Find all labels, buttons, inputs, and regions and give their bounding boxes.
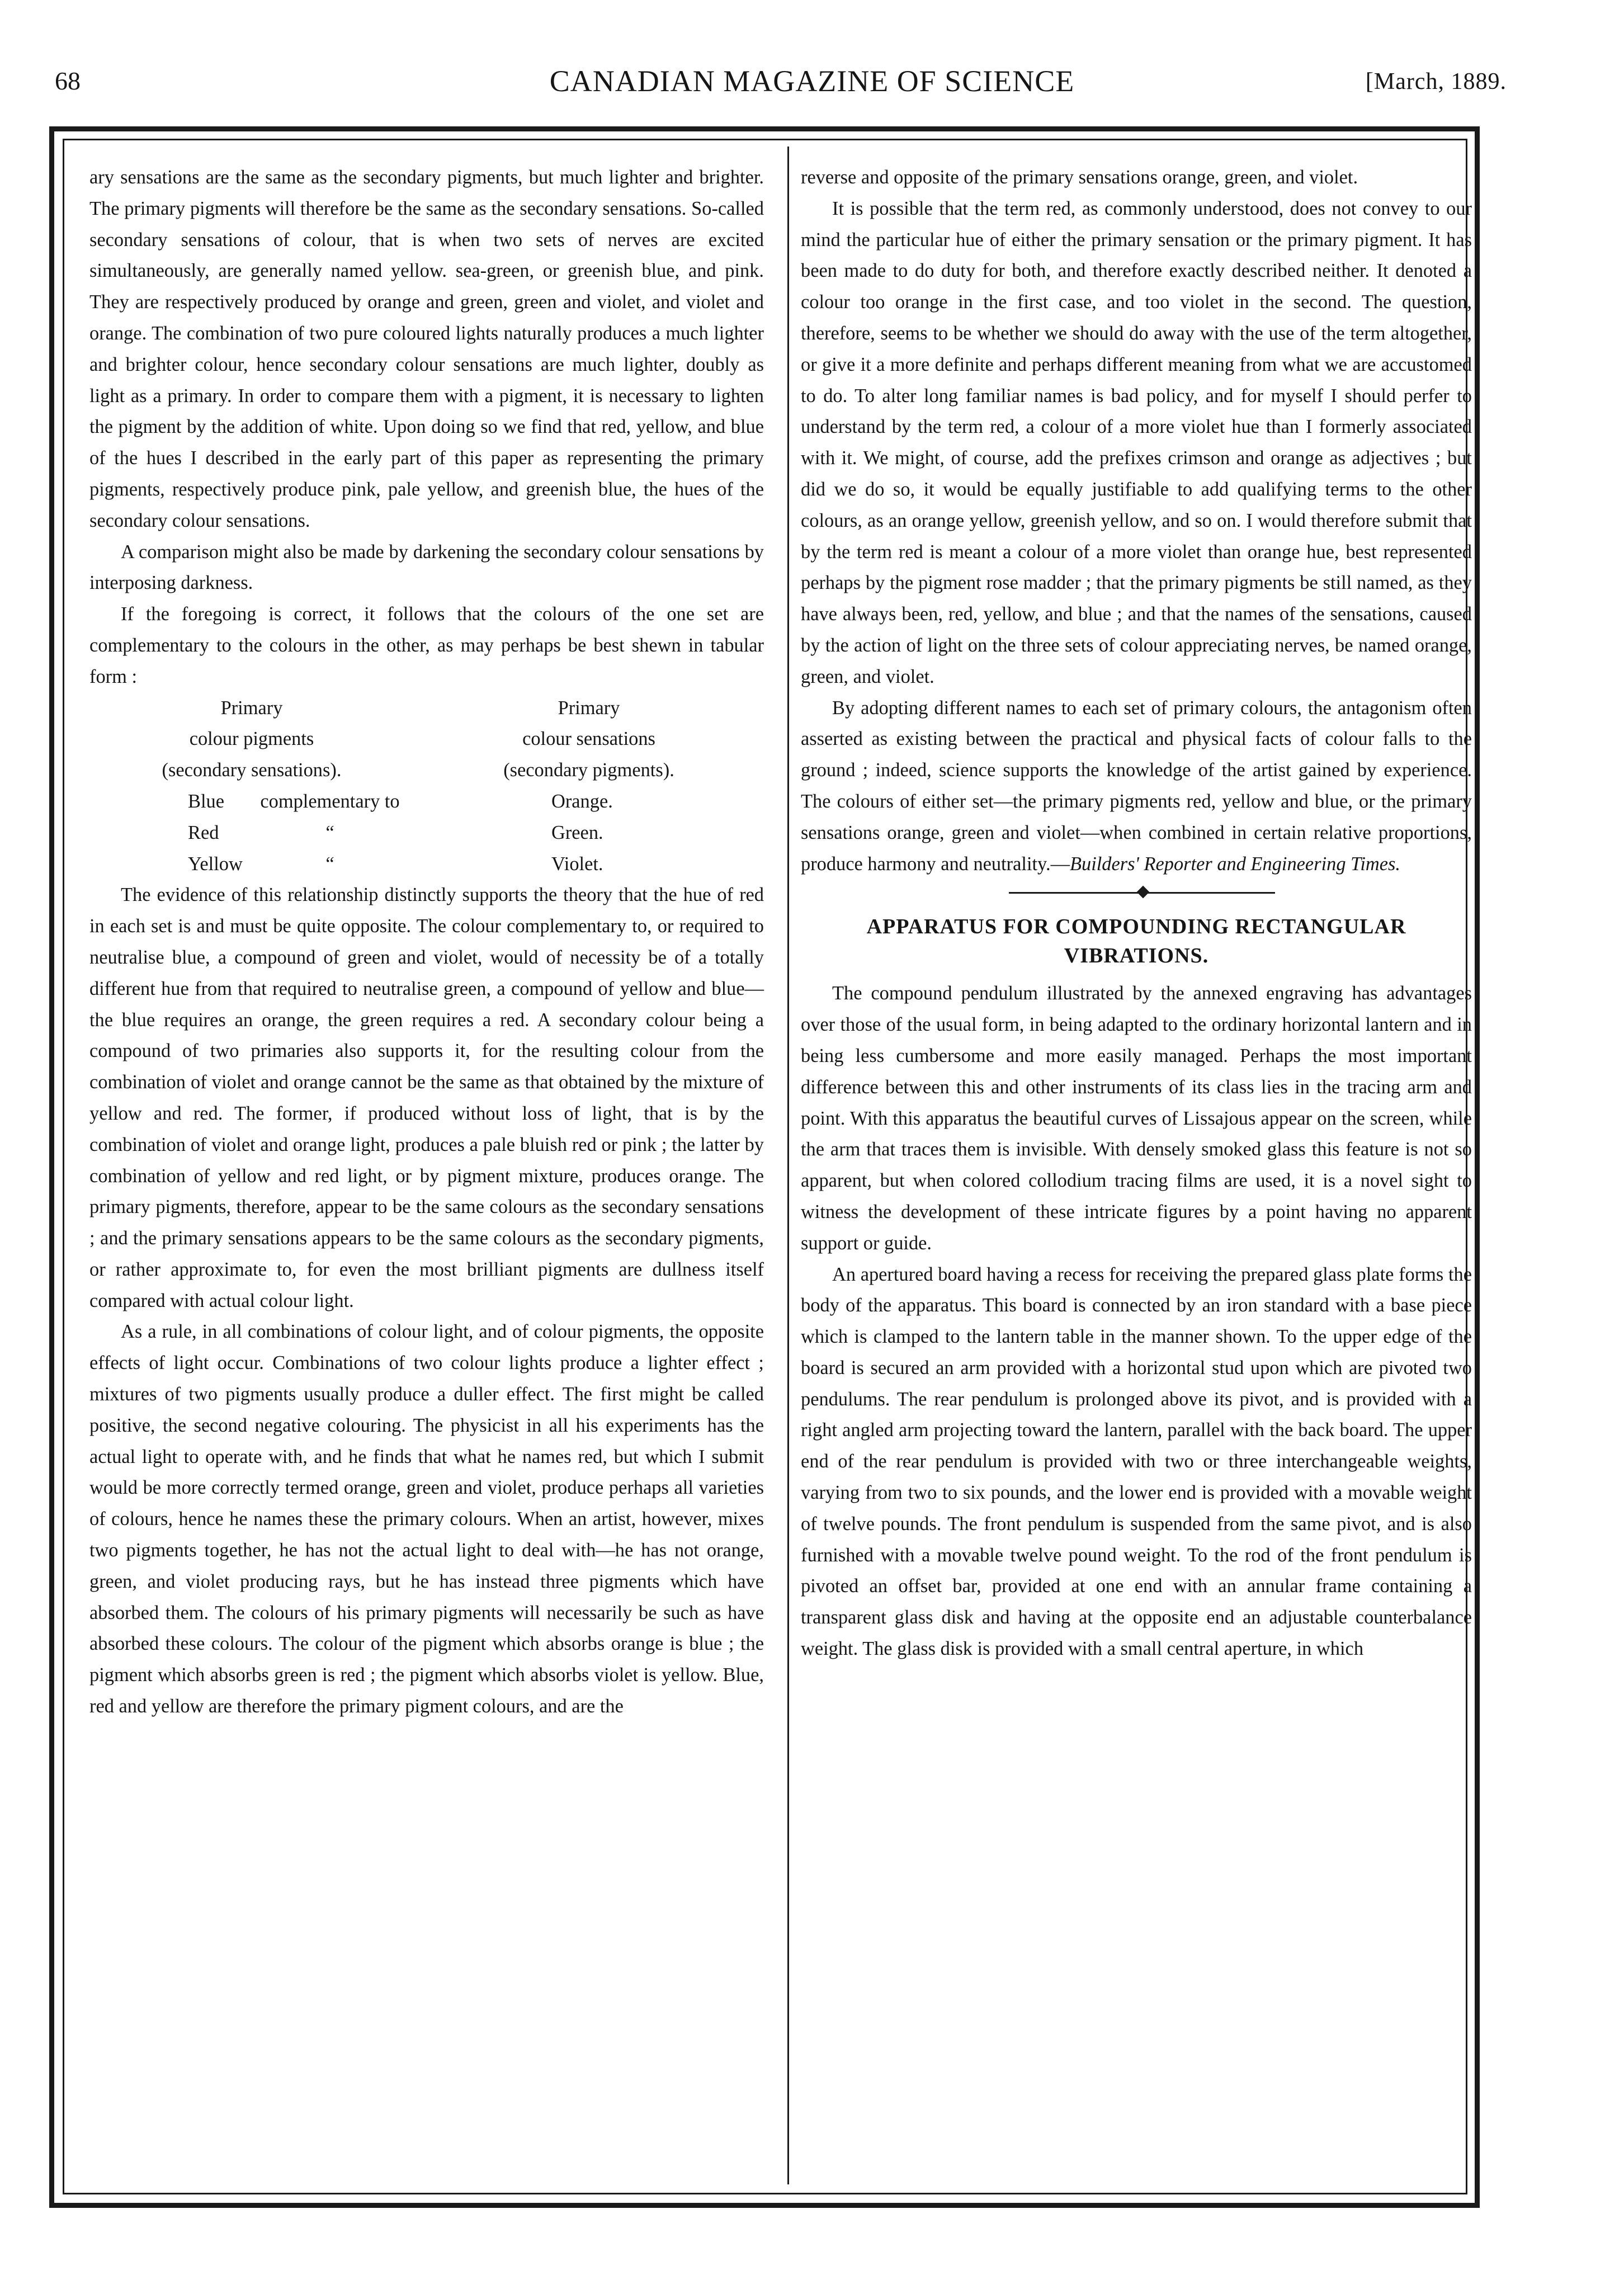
table-heading-left: (secondary sensations).	[162, 759, 342, 781]
table-heading-right: colour sensations	[522, 728, 655, 750]
table-cell-sensation: Orange.	[551, 790, 613, 812]
paragraph: reverse and opposite of the primary sensations orange, green, and violet.	[801, 167, 1358, 188]
table-heading-right: Primary	[558, 697, 620, 719]
column-divider	[787, 147, 789, 2184]
paragraph: The evidence of this relationship distinctly supports the theory that the hue of red in each set is and must be quite opposite. The colour complementary to, or required to neutralise blue, a compound of green and violet, would of necessity be of a totally different hue from that required to neutralise green, a compound of yellow and blue—the blue requires an orange, the green requires a red. A secondary colour being a compound of two primaries also supports it, for the resulting colour from the combination of violet and orange cannot be the same as that obtained by the mixture of yellow and red. The former, if produced without loss of light, that is by the combination of violet and orange light, produces a pale bluish red or pink ; the latter by combination of yellow and red light, or by pigment mixture, produces orange. The primary pigments, therefore, appear to be the same colours as the secondary sensations ; and the primary sensations appears to be the same colours as the secondary pigments, or rather approximate to, for even the most brilliant pigments are dullness itself compared with actual colour light.	[89, 884, 764, 1311]
paragraph	[801, 693, 1472, 880]
right-column	[801, 162, 1472, 1665]
table-cell-sensation: Violet.	[551, 853, 603, 875]
left-column	[89, 162, 764, 1722]
source-citation: Builders' Reporter and Engineering Times.	[1070, 853, 1400, 875]
paragraph: It is possible that the term red, as commonly understood, does not convey to our mind the particular hue of either the primary sensation or the primary pigment. It has been made to do duty for both, and therefore exactly described neither. It denoted a colour too orange in the first case, and too violet in the second. The question, therefore, seems to be whether we should do away with the use of the term altogether, or give it a more definite and perhaps different meaning from what we are accustomed to do. To alter long familiar names is bad policy, and for myself I should perfer to understand by the term red, a colour of a more violet hue than I formerly associated with it. We might, of course, add the prefixes crimson and orange as adjectives ; but did we do so, it would be equally justifiable to add qualifying terms to the other colours, as an orange yellow, greenish yellow, and so on. I would therefore submit that by the term red is meant a colour of a more violet than orange hue, best represented perhaps by the pigment rose madder ; that the primary pigments be still named, as they have always been, red, yellow, and blue ; and that the names of the sensations, caused by the action of light on the three sets of colour appreciating nerves, be named orange, green, and violet.	[801, 197, 1472, 687]
magazine-title: CANADIAN MAGAZINE OF SCIENCE	[549, 64, 1075, 98]
page-number: 68	[55, 67, 81, 95]
table-heading-left: Primary	[220, 697, 283, 719]
paragraph: The compound pendulum illustrated by the annexed engraving has advantages over those of the usual form, in being adapted to the ordinary horizontal lantern and in being less cumbersome and more easily managed. Perhaps the most important difference between this and other instruments of its class lies in the tracing arm and point. With this apparatus the beautiful curves of Lissajous appear on the screen, while the arm that traces them is invisible. With densely smoked glass this feature is not so apparent, but when colored collodium tracing films are used, it is a novel sight to witness the development of these intricate figures by a point having no apparent support or guide.	[801, 983, 1472, 1254]
table-cell-pigment: Red	[188, 822, 219, 843]
paragraph: As a rule, in all combinations of colour light, and of colour pigments, the opposite effects of light occur. Combinations of two colour lights produce a lighter effect ; mixtures of two pigments usually produce a duller effect. The first might be called positive, the second negative colouring. The physicist in all his experiments has the actual light to operate with, and he finds that what he names red, but which I submit would be more correctly termed orange, green and violet, produce perhaps all varieties of colours, hence he names these the primary colours. When an artist, however, mixes two pigments together, he has not the actual light to deal with—he has not orange, green, and violet producing rays, but he has instead three pigments which have absorbed them. The colours of his primary pigments will necessarily be such as have absorbed these colours. The colour of the pigment which absorbs orange is blue ; the pigment which absorbs green is red ; the pigment which absorbs violet is yellow. Blue, red and yellow are therefore the primary pigment colours, and are the	[89, 1321, 764, 1717]
page-header	[0, 66, 1624, 111]
complementary-colours-table	[89, 693, 764, 880]
paragraph-text: By adopting different names to each set of primary colours, the antagonism often asserted as existing between the practical and physical facts of colour falls to the ground ; indeed, science supports the knowledge of the artist gained by experience. The colours of either set—the primary pigments red, yellow and blue, or the primary sensations orange, green and violet—when combined in certain relative proportions, produce harmony and neutrality.—	[801, 697, 1472, 875]
table-cell-pigment: Blue	[188, 790, 224, 812]
section-title: APPARATUS FOR COMPOUNDING RECTANGULAR VIBRATIONS.	[866, 915, 1406, 968]
issue-date: [March, 1889.	[1365, 69, 1507, 95]
paragraph: ary sensations are the same as the secondary pigments, but much lighter and brighter. The primary pigments will therefore be the same as the secondary sensations. So-called secondary sensations of colour, that is when two sets of nerves are excited simultaneously, are generally named yellow. sea-green, or greenish blue, and pink. They are respectively produced by orange and green, green and violet, and violet and orange. The combination of two pure coloured lights naturally produces a much lighter and brighter colour, hence secondary colour sensations are much lighter, doubly as light as a primary. In order to compare them with a pigment, it is necessary to lighten the pigment by the addition of white. Upon doing so we find that red, yellow, and blue of the hues I described in the early part of this paper as representing the primary pigments, respectively produce pink, pale yellow, and greenish blue, the hues of the secondary colour sensations.	[89, 167, 764, 531]
ornament-diamond-icon	[1137, 886, 1150, 899]
paragraph: An apertured board having a recess for receiving the prepared glass plate forms the body of the apparatus. This board is connected by an iron standard with a base piece which is clamped to the lantern table in the manner shown. To the upper edge of the board is secured an arm provided with a horizontal stud upon which are pivoted two pendulums. The rear pendulum is prolonged above its pivot, and is provided with a right angled arm projecting toward the lantern, parallel with the back board. The upper end of the rear pendulum is provided with two or three interchangeable weights, varying from two to six pounds, and the lower end is provided with a movable weight of twelve pounds. The front pendulum is suspended from the same pivot, and is also furnished with a movable twelve pound weight. To the rod of the front pendulum is pivoted an offset bar, provided at one end with an annular frame containing a transparent glass disk and having at the opposite end an adjustable counterbalance weight. The glass disk is provided with a small central aperture, in which	[801, 1263, 1472, 1660]
table-cell-relation: complementary to	[260, 790, 400, 812]
table-heading-right: (secondary pigments).	[503, 759, 674, 781]
paragraph: If the foregoing is correct, it follows that the colours of the one set are complementary to the colours in the other, as may perhaps be best shewn in tabular form :	[89, 603, 764, 687]
table-cell-relation: “	[325, 853, 334, 875]
section-ornament	[801, 880, 1472, 912]
table-cell-relation: “	[325, 822, 334, 843]
table-cell-sensation: Green.	[551, 822, 603, 843]
paragraph: A comparison might also be made by darkening the secondary colour sensations by interposing darkness.	[89, 541, 764, 594]
table-heading-left: colour pigments	[189, 728, 314, 750]
table-cell-pigment: Yellow	[188, 853, 243, 875]
